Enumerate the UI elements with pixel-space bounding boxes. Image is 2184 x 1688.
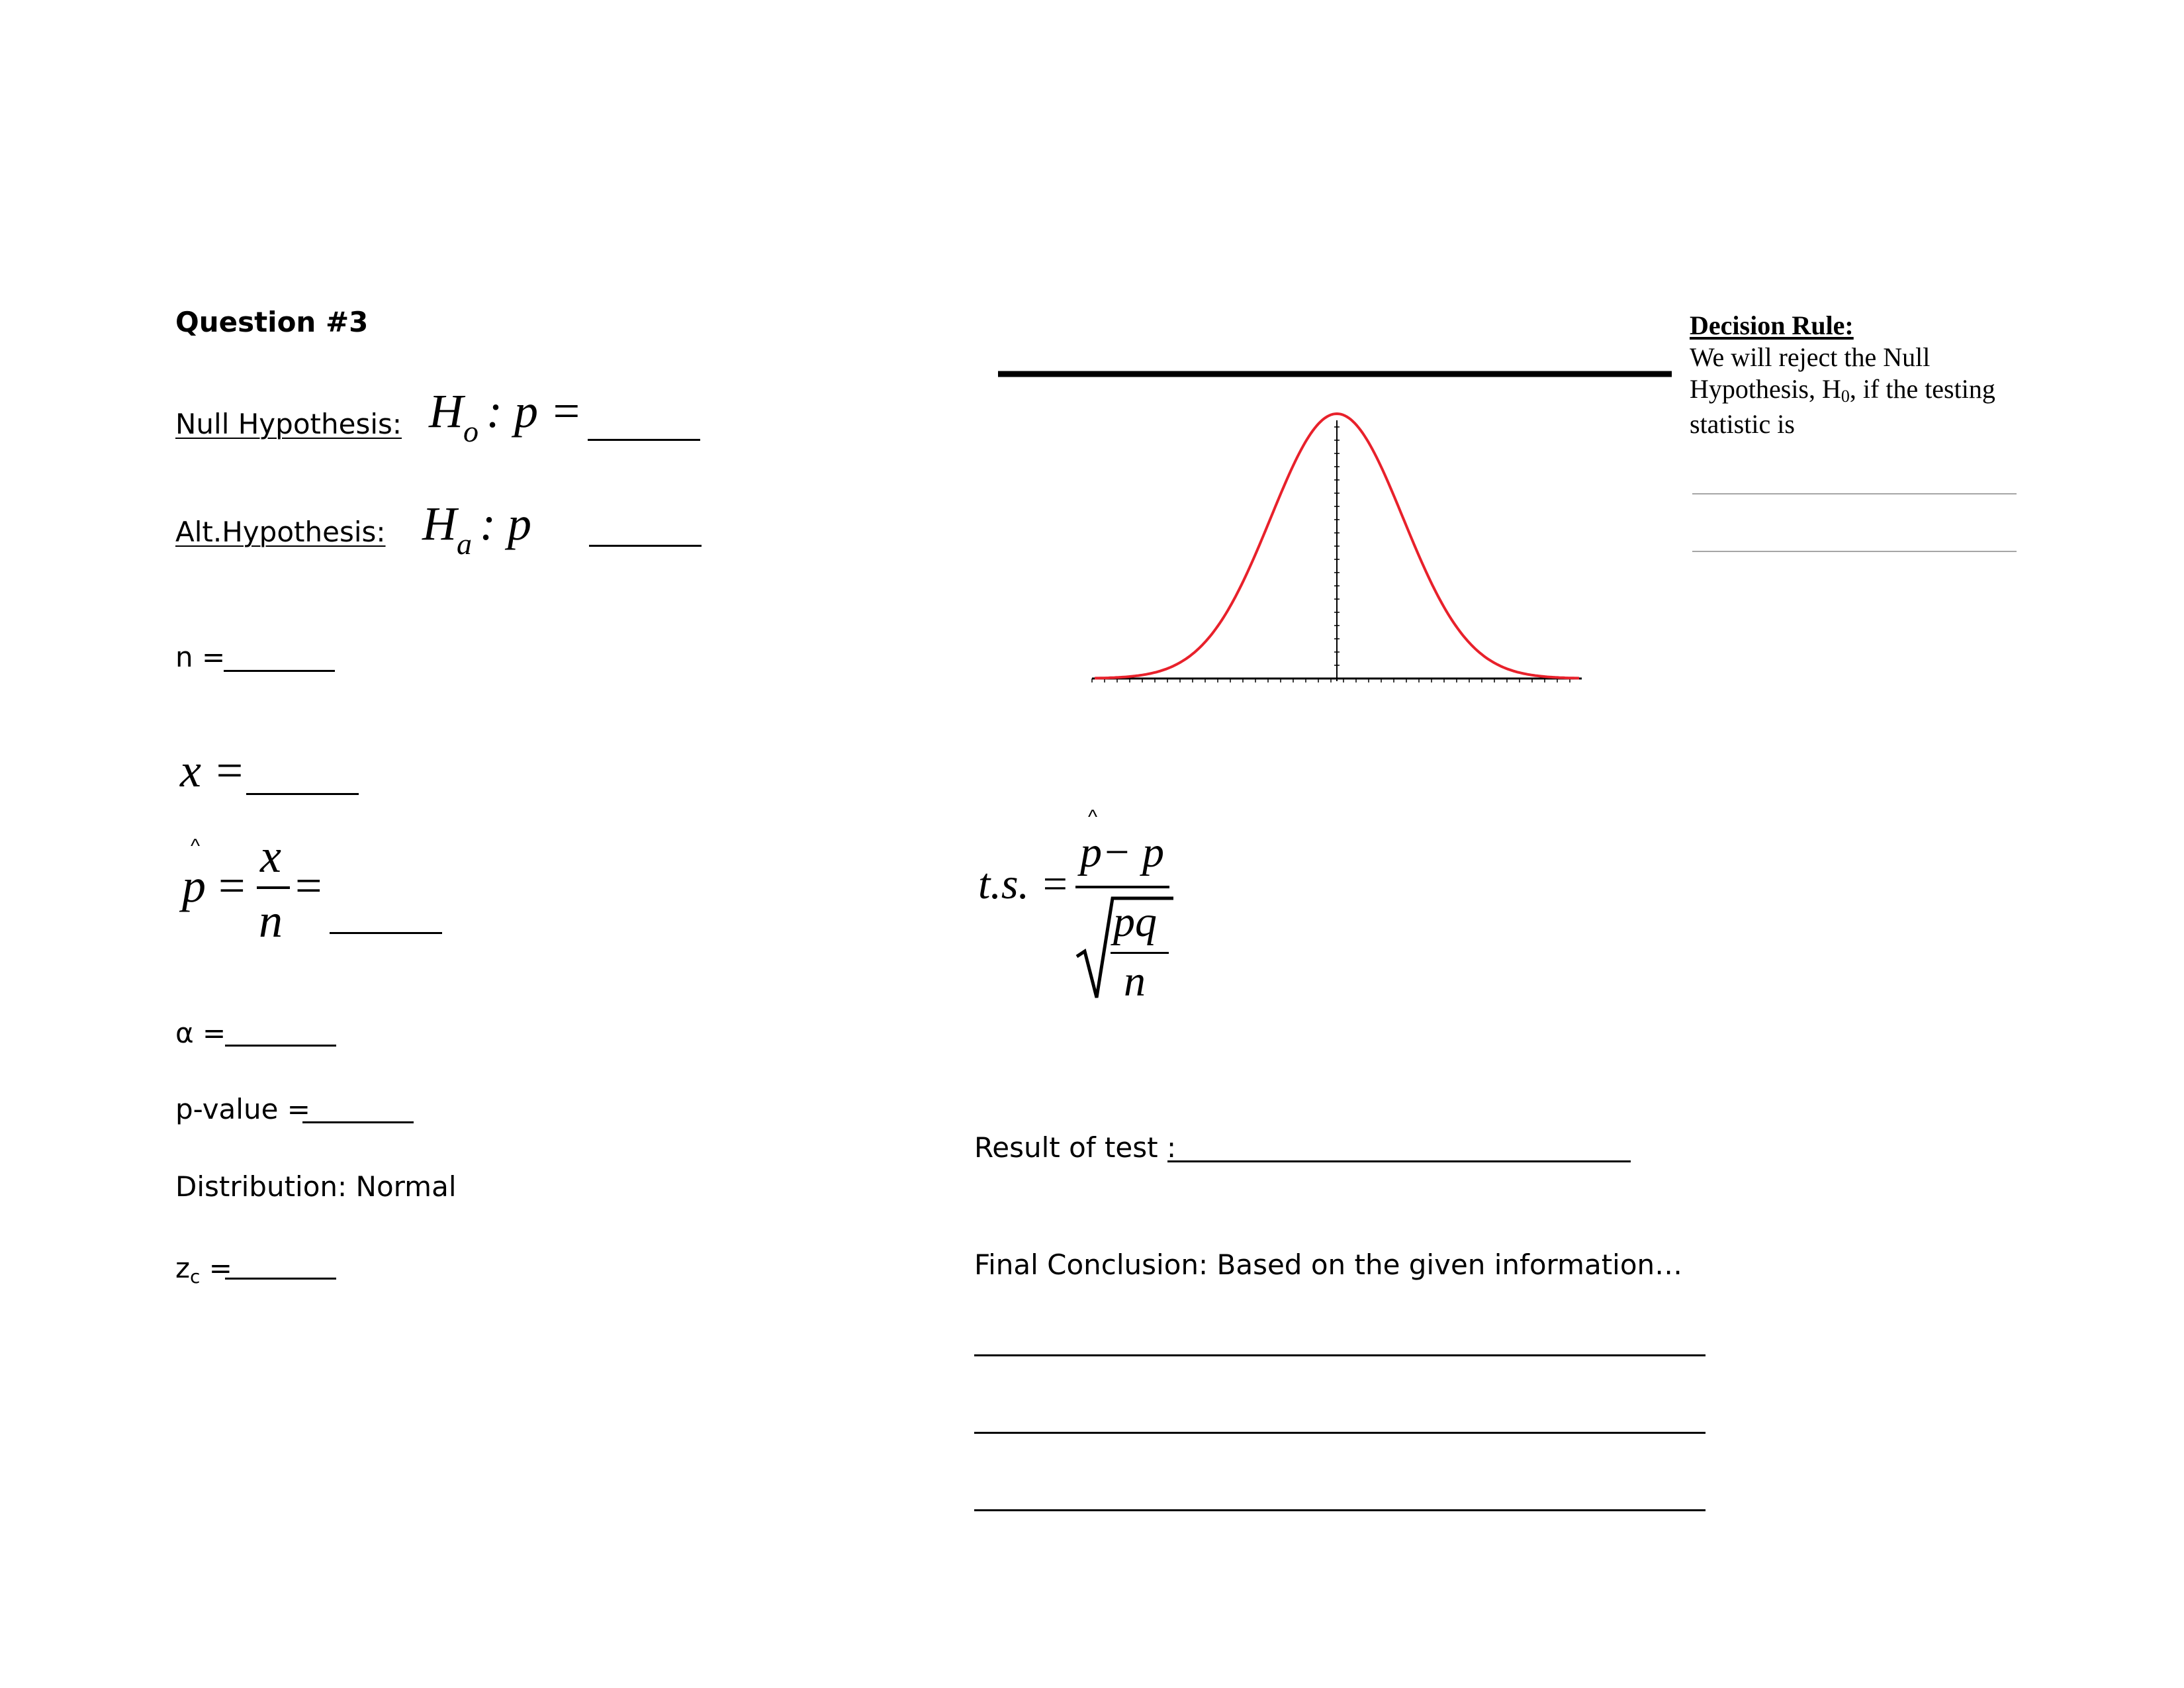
- n-label: n =: [175, 641, 226, 673]
- curve-group: [1092, 414, 1582, 682]
- alpha-blank[interactable]: [225, 1045, 336, 1047]
- pvalue-blank[interactable]: [302, 1121, 414, 1123]
- alt-value-blank[interactable]: [589, 545, 702, 547]
- ts-fraction-bar: [1075, 886, 1169, 888]
- decision-rule-line-a[interactable]: [1692, 493, 2017, 494]
- null-hypothesis-formula: [429, 385, 582, 448]
- conclusion-line-2[interactable]: [974, 1432, 1706, 1434]
- alt-hypothesis-label: Alt.Hypothesis:: [175, 516, 386, 548]
- distribution-label: Distribution: Normal: [175, 1170, 457, 1203]
- null-h-symbol: H: [429, 385, 463, 438]
- phat-numerator: x: [260, 829, 281, 882]
- normal-curve-figure: [986, 361, 1681, 692]
- zc-label: [175, 1252, 232, 1288]
- phat-symbol: p: [182, 859, 206, 912]
- conclusion-line-1[interactable]: [974, 1354, 1706, 1356]
- conclusion-line-3[interactable]: [974, 1509, 1706, 1511]
- zc-subscript: c: [190, 1266, 201, 1288]
- zc-equals: =: [200, 1252, 232, 1284]
- null-value-blank[interactable]: [588, 439, 700, 441]
- decision-rule-box: [1690, 310, 2034, 440]
- result-blank[interactable]: [1167, 1160, 1631, 1162]
- null-h-expression: : p =: [486, 385, 582, 438]
- null-hypothesis-label: Null Hypothesis:: [175, 408, 402, 440]
- alt-h-expression: : p: [480, 497, 531, 550]
- phat-blank[interactable]: [330, 932, 442, 934]
- alpha-label: α =: [175, 1017, 226, 1049]
- ts-radicand-numerator: pq: [1113, 898, 1157, 946]
- alt-hypothesis-formula: [422, 497, 531, 561]
- decision-rule-title: Decision Rule:: [1690, 310, 1854, 340]
- alt-h-subscript: a: [457, 527, 472, 561]
- zc-blank[interactable]: [225, 1278, 336, 1280]
- conclusion-label: Final Conclusion: Based on the given information…: [974, 1248, 1683, 1281]
- ts-radicand-bar: [1111, 952, 1169, 954]
- phat-equals: =: [218, 859, 246, 912]
- phat-fraction-bar: [257, 886, 290, 889]
- result-label: Result of test :: [974, 1131, 1177, 1164]
- phat-equals-2: =: [295, 859, 322, 912]
- zc-symbol: z: [175, 1252, 191, 1284]
- decision-rule-line-b[interactable]: [1692, 551, 2017, 552]
- decision-rule-line-3: statistic is: [1690, 409, 1795, 439]
- question-title: Question #3: [175, 306, 369, 338]
- phat-denominator: n: [259, 894, 283, 947]
- x-blank[interactable]: [246, 793, 359, 795]
- null-h-subscript: o: [463, 414, 478, 448]
- ts-lhs: t.s. =: [978, 860, 1070, 908]
- decision-rule-line-1: We will reject the Null: [1690, 342, 1931, 372]
- n-blank[interactable]: [224, 670, 335, 672]
- ts-numerator: p− p: [1080, 828, 1165, 876]
- ts-caret: ^: [1088, 806, 1098, 828]
- alt-h-symbol: H: [422, 497, 457, 550]
- ts-radicand-denominator: n: [1124, 957, 1146, 1006]
- x-label: x =: [180, 744, 246, 797]
- pvalue-label: p-value =: [175, 1093, 310, 1125]
- phat-caret: ^: [191, 835, 201, 857]
- decision-rule-line-2: Hypothesis, H0, if the testing: [1690, 374, 1995, 406]
